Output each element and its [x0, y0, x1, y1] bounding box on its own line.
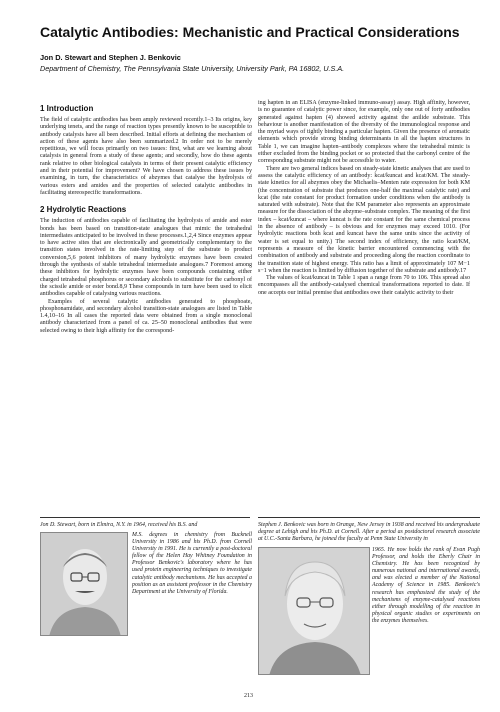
- portrait-image: [259, 548, 370, 675]
- body-paragraph: ing hapten in an ELISA (enzyme-linked immuno-assay) assay. High affinity, however, is no guarantee of catalytic power since, for example, only one out of forty antibodies generated against hapten (4) showed activity against the anilide substrate. This behaviour is another manifestation of the diversity of the immunological response and the myriad ways of tightly binding a particular hapten. Given the presence of aromatic elements which provide strong binding determinants in all the hapten structures in Table 1, we can imagine hapten–antibody complexes where the tetrahedral mimic is either excluded from the binding pocket or so protected that the carbonyl centre of the corresponding substrate might not be accessible to water.: [258, 100, 470, 165]
- body-paragraph: There are two general indices based on steady-state kinetic analyses that are used to assess the catalytic efficiency of an antibody: kcat/kuncat and kcat/KM. The steady-state kinetics for all abzymes obey the Michaelis–Menten rate expression for both KM (the concentration of substrate that produces one-half the maximal catalytic rate) and kcat (the rate constant for product formation under conditions when the antibody is saturated with substrate). Note that the KM parameter also represents an approximate measure for the dissociation of the abzyme–substrate complex. The meaning of the first index – kcat/kuncat – where kuncat is the rate constant for the same chemical process in the absence of antibody – is obvious and for enzymes may exceed 1010. (For hydrolytic reactions both kcat and kuncat have the same units since the activity of water is set equal to unity.) The second index of efficiency, the ratio kcat/KM, represents a measure of the kinetic barrier encountered commencing with the combination of antibody and substrate and proceeding along the reaction coordinate to the transition state of highest energy. This ratio has a limit of approximately 107 M−1 s−1 when the reaction is limited by diffusion together of the substrate and antibody.17: [258, 165, 470, 274]
- section-heading-hydrolytic-reactions: 2 Hydrolytic Reactions: [40, 205, 127, 215]
- page-number: 213: [244, 693, 253, 699]
- biography-divider: [258, 517, 480, 518]
- author-list: Jon D. Stewart and Stephen J. Benkovic: [40, 53, 181, 62]
- body-paragraph: Examples of several catalytic antibodies generated to phosphoate, phosphonamidate, and secondary alcohol transition-state analogues are listed in Table 1.4,10–16 In all cases the reported data were obtained from a single monoclonal antibody characterized from a panel of ca. 25–50 monoclonal antibodies that were selected owing to their high affinity for the correspond-: [40, 298, 252, 334]
- right-column: [258, 100, 470, 297]
- benkovic-biography-lead: Stephen J. Benkovic was born in Orange, New Jersey in 1938 and received his undergraduate degree at Lehigh and his Ph.D. at Cornell. After a period as postdoctoral research associate at U.C.-Santa Barbara, he joined the faculty at Penn State University in: [258, 522, 480, 543]
- portrait-image: [41, 533, 128, 636]
- article-title: Catalytic Antibodies: Mechanistic and Practical Considerations: [40, 24, 460, 40]
- left-column: [40, 100, 252, 335]
- stewart-biography-text: M.S. degrees in chemistry from Bucknell University in 1986 and his Ph.D. from Cornell University in 1991. He is currently a post-doctoral fellow of the Helen Hay Whitney Foundation in Professor Benkovic's laboratory where he has used protein engineering techniques to investigate catalytic antibody mechanisms. He has accepted a position as an assistant professor in the Chemistry Department at the University of Florida.: [132, 532, 252, 595]
- benkovic-biography-text: 1965. He now holds the rank of Evan Pugh Professor, and holds the Eberly Chair in Chemistry. He has been recognized by numerous national and international awards, and was elected a member of the National Academy of Science in 1985. Benkovic's research has emphasized the study of the mechanisms of enzyme-catalysed reactions either through modelling of the reaction in physical organic studies or experiments on the enzymes themselves.: [372, 547, 480, 624]
- author-affiliation: Department of Chemistry, The Pennsylvania State University, University Park, PA 16802, U.S.A.: [40, 64, 345, 73]
- stewart-portrait-photo: [40, 532, 128, 636]
- biography-divider: [40, 517, 250, 518]
- stewart-biography-lead: Jon D. Stewart, born in Elmira, N.Y. in 1964, received his B.S. and: [40, 522, 198, 528]
- body-paragraph: The induction of antibodies capable of facilitating the hydrolysis of amide and ester bonds has been based on transition-state analogues that mimic the tetrahedral intermediates anticipated to be involved in these processes.1,2,4 Since enzymes appear to have active sites that are electronically and geometrically complementary to the transition states involved in the rate-limiting step of the substrate to product conversion,5,6 potent inhibitors of many hydrolytic enzymes have been created through the synthesis of stable tetrahedral intermediate analogues.7 Foremost among these inhibitors for hydrolytic enzymes have been compounds containing either charged tetrahedral phosphorus or secondary alcohols to substitute for the carbonyl of the scissile amide or ester bond.8,9 These compounds in turn have been used to elicit antibodies capable of catalysing various reactions.: [40, 218, 252, 298]
- body-paragraph: The values of kcat/kuncat in Table 1 span a range from 70 to 106. This spread also encompasses all the antibody-catalysed chemical transformations reported to date. If one accepts our initial premise that antibodies owe their catalytic activity to their: [258, 275, 470, 296]
- benkovic-portrait-photo: [258, 547, 370, 675]
- section-heading-introduction: 1 Introduction: [40, 104, 94, 113]
- body-paragraph: The field of catalytic antibodies has been amply reviewed recently.1–3 Its origins, key underlying tenets, and the range of reaction types presently known to be susceptible to antibody catalysis have all been described. Initial efforts at defining the mechanism of action of these agents have also been summarized.2 In order not to be merely repetitious, we will focus primarily on two issues: first, what are we learning about catalysis in general from a study of these agents; and secondly, how do these agents rank relative to other biological catalysts in terms of their present catalytic efficiency and in their potential for improvement? We have chosen to address these issues by examining, in turn, the characteristics of abzymes that catalyse the hydrolysis of various esters and amides and the properties of selected catalytic antibodies in facilitating stereospecific transformations.: [40, 117, 252, 196]
